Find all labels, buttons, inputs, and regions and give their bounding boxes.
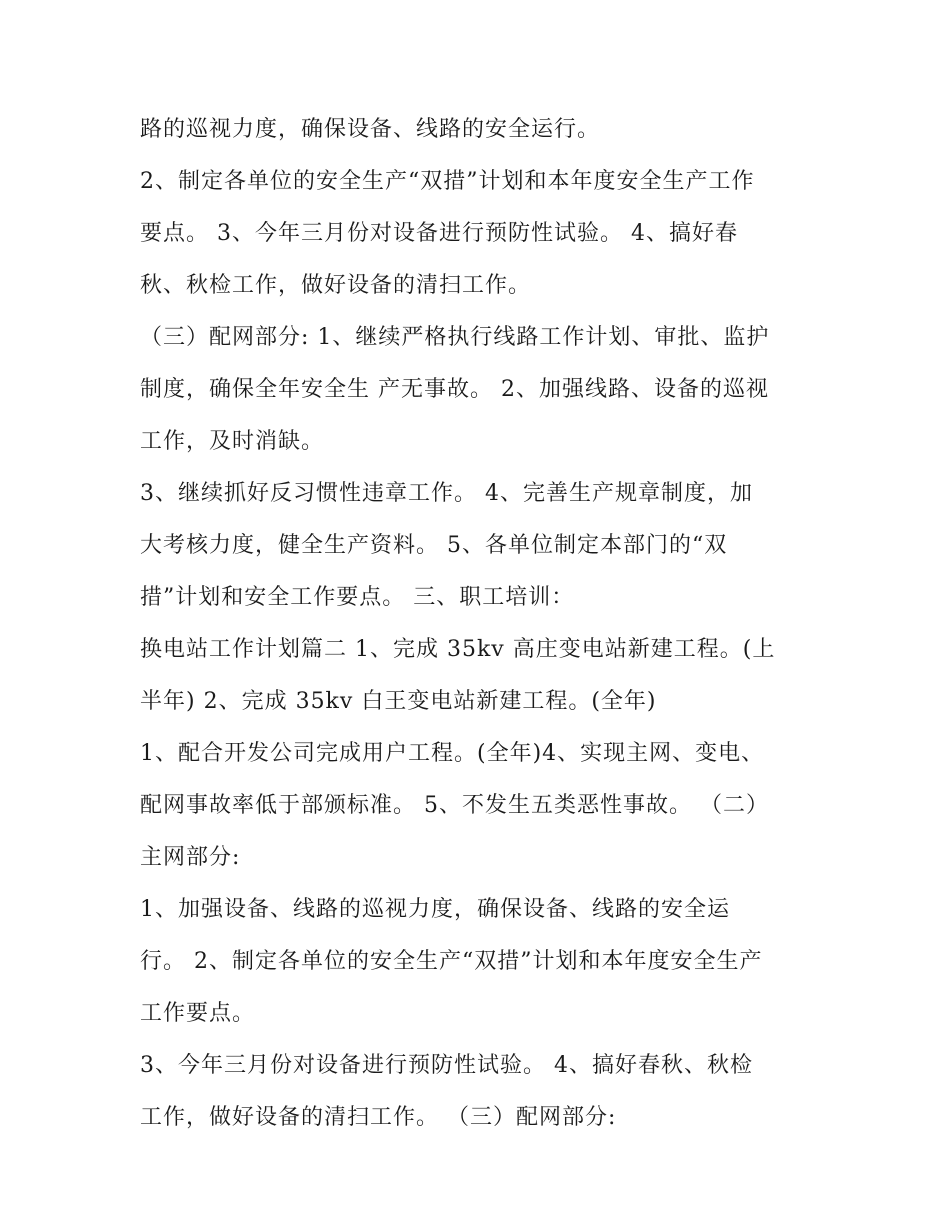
text-line: 2、制定各单位的安全生产“双措”计划和本年度安全生产工作 [140, 169, 755, 194]
text-line: 工作，及时消缺。 [140, 429, 325, 454]
text-line: 3、继续抓好反习惯性违章工作。 4、完善生产规章制度，加 [140, 481, 753, 506]
text-line: 半年) 2、完成 35kv 白王变电站新建工程。(全年) [140, 689, 657, 714]
text-line: 工作，做好设备的清扫工作。 （三）配网部分: [140, 1105, 617, 1130]
text-line: 换电站工作计划篇二 1、完成 35kv 高庄变电站新建工程。(上 [140, 637, 776, 662]
text-line: 大考核力度，健全生产资料。 5、各单位制定本部门的“双 [140, 533, 728, 558]
text-line: 1、加强设备、线路的巡视力度，确保设备、线路的安全运 [140, 897, 730, 922]
text-line: 秋、秋检工作，做好设备的清扫工作。 [140, 273, 532, 298]
text-line: 配网事故率低于部颁标准。 5、不发生五类恶性事故。 （二） [140, 793, 769, 818]
text-line: （三）配网部分: 1、继续严格执行线路工作计划、审批、监护 [140, 325, 770, 350]
text-line: 措”计划和安全工作要点。 三、职工培训： [140, 585, 575, 610]
text-line: 要点。 3、今年三月份对设备进行预防性试验。 4、搞好春 [140, 221, 738, 246]
text-line: 1、配合开发公司完成用户工程。(全年)4、实现主网、变电、 [140, 741, 765, 766]
text-line: 制度，确保全年安全生 产无事故。 2、加强线路、设备的巡视 [140, 377, 769, 402]
text-line: 路的巡视力度，确保设备、线路的安全运行。 [140, 117, 601, 142]
text-line: 行。 2、制定各单位的安全生产“双措”计划和本年度安全生产 [140, 949, 763, 974]
text-line: 主网部分: [140, 845, 241, 870]
text-line: 3、今年三月份对设备进行预防性试验。 4、搞好春秋、秋检 [140, 1053, 753, 1078]
document-body [140, 104, 830, 1144]
text-line: 工作要点。 [140, 1001, 256, 1026]
